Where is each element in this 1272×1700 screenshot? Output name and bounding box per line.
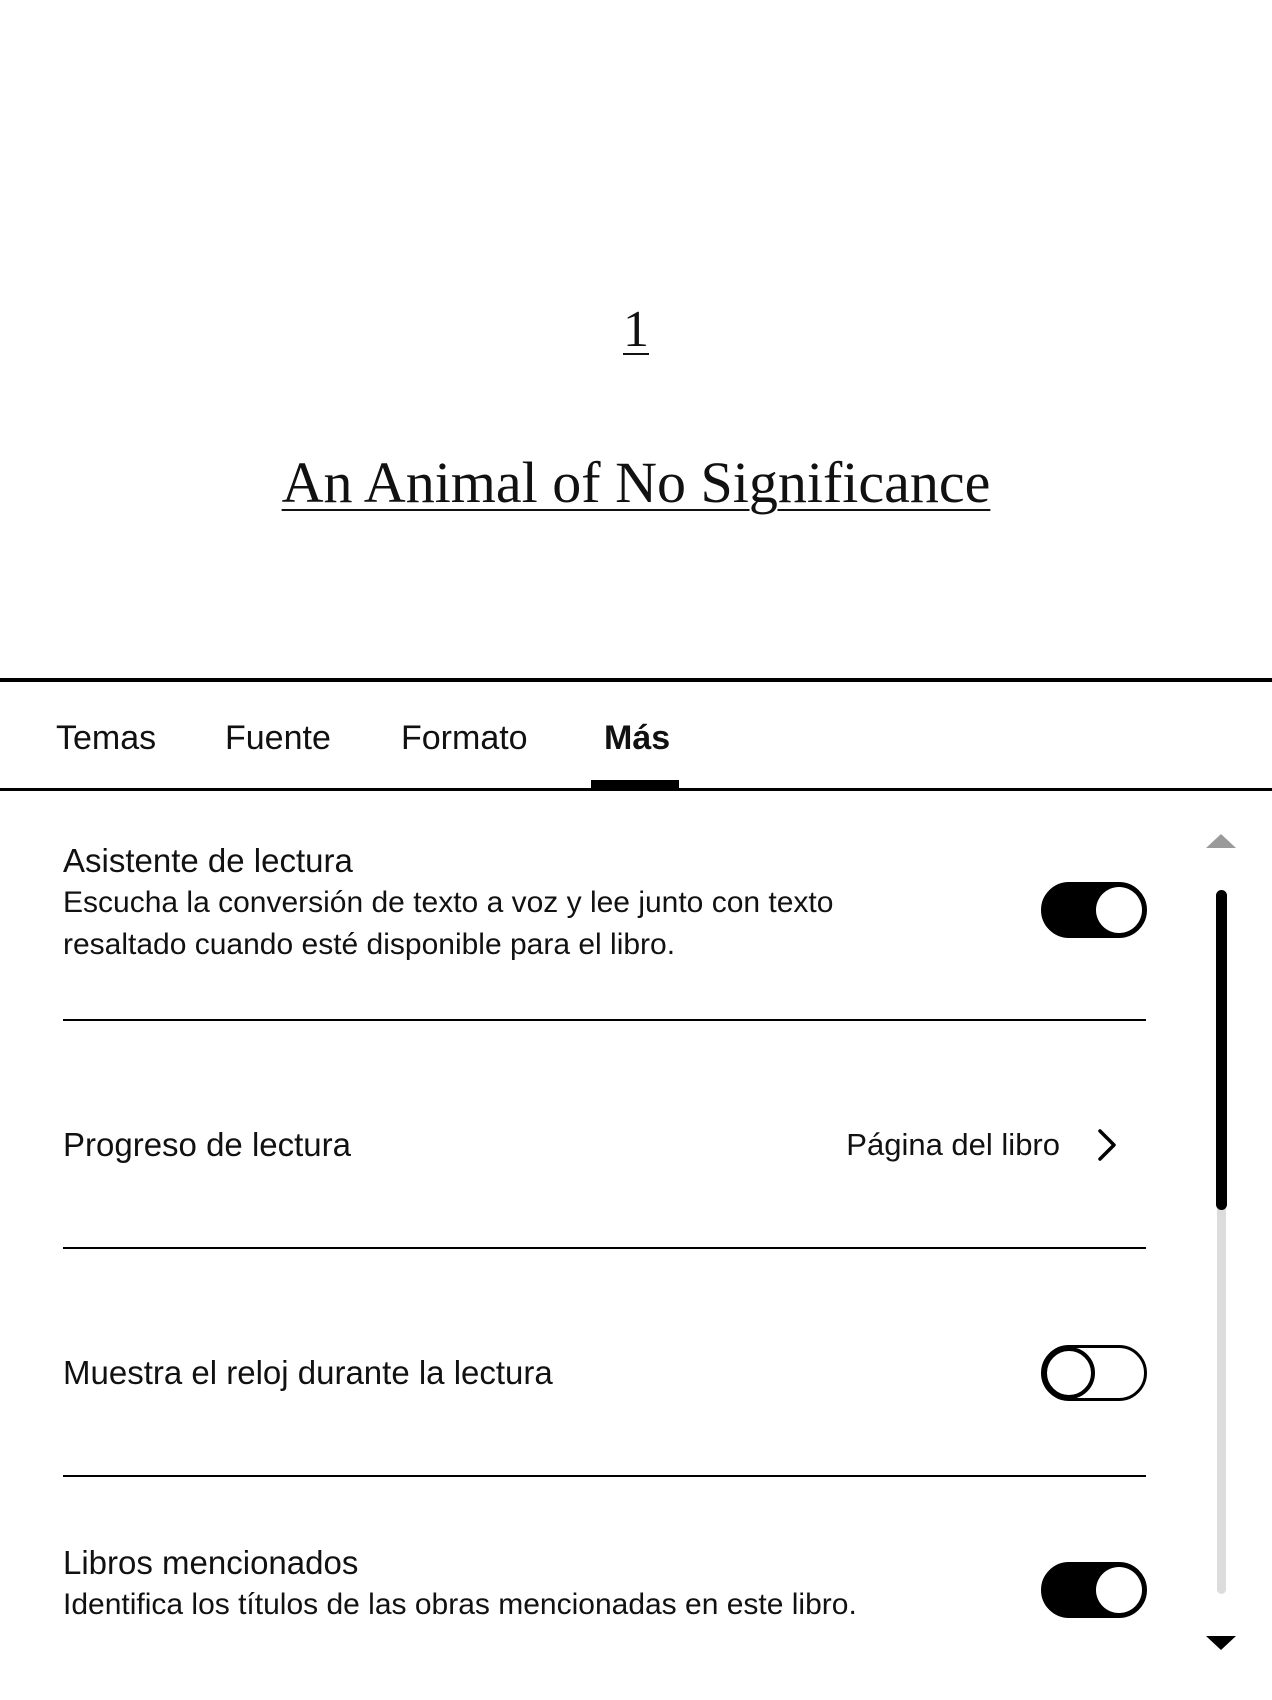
mentioned-books-toggle[interactable] xyxy=(1041,1562,1147,1618)
chapter-title[interactable]: An Animal of No Significance xyxy=(281,450,991,515)
tab-fuente[interactable]: Fuente xyxy=(225,719,331,757)
setting-reading-assistant xyxy=(63,840,1146,966)
setting-title: Muestra el reloj durante la lectura xyxy=(63,1354,553,1391)
scrollbar-thumb[interactable] xyxy=(1216,890,1227,1210)
settings-list xyxy=(0,792,1272,1700)
tab-temas[interactable]: Temas xyxy=(56,719,157,757)
divider xyxy=(63,1475,1146,1477)
toggle-knob xyxy=(1096,1567,1142,1613)
reading-assistant-toggle[interactable] xyxy=(1041,882,1147,938)
chapter-number[interactable]: 1 xyxy=(623,301,649,358)
setting-title: Progreso de lectura xyxy=(63,1126,351,1163)
reading-progress-value: Página del libro xyxy=(846,1127,1060,1162)
setting-title: Libros mencionados xyxy=(63,1544,359,1581)
setting-show-clock xyxy=(63,1352,1146,1394)
reading-progress-value-button[interactable] xyxy=(846,1124,1146,1166)
show-clock-toggle[interactable] xyxy=(1041,1345,1147,1401)
divider xyxy=(63,1019,1146,1021)
setting-mentioned-books xyxy=(63,1542,1146,1626)
reading-settings-panel xyxy=(0,678,1272,1700)
setting-title: Asistente de lectura xyxy=(63,842,353,879)
scroll-down-arrow-icon[interactable] xyxy=(1206,1634,1236,1652)
setting-description: Escucha la conversión de texto a voz y lee junto con texto resaltado cuando esté disponible para el libro. xyxy=(63,886,834,961)
book-page[interactable] xyxy=(0,0,1272,680)
tab-mas[interactable]: Más xyxy=(604,719,671,757)
divider xyxy=(63,1247,1146,1249)
setting-reading-progress[interactable] xyxy=(63,1124,1146,1166)
chevron-right-icon xyxy=(1094,1128,1120,1162)
scroll-up-arrow-icon[interactable] xyxy=(1206,832,1236,850)
toggle-knob xyxy=(1043,1347,1095,1399)
tab-formato[interactable]: Formato xyxy=(401,719,528,757)
toggle-knob xyxy=(1096,887,1142,933)
settings-tabs xyxy=(0,682,1272,791)
active-tab-indicator xyxy=(591,780,679,790)
setting-description: Identifica los títulos de las obras mencionadas en este libro. xyxy=(63,1588,857,1621)
